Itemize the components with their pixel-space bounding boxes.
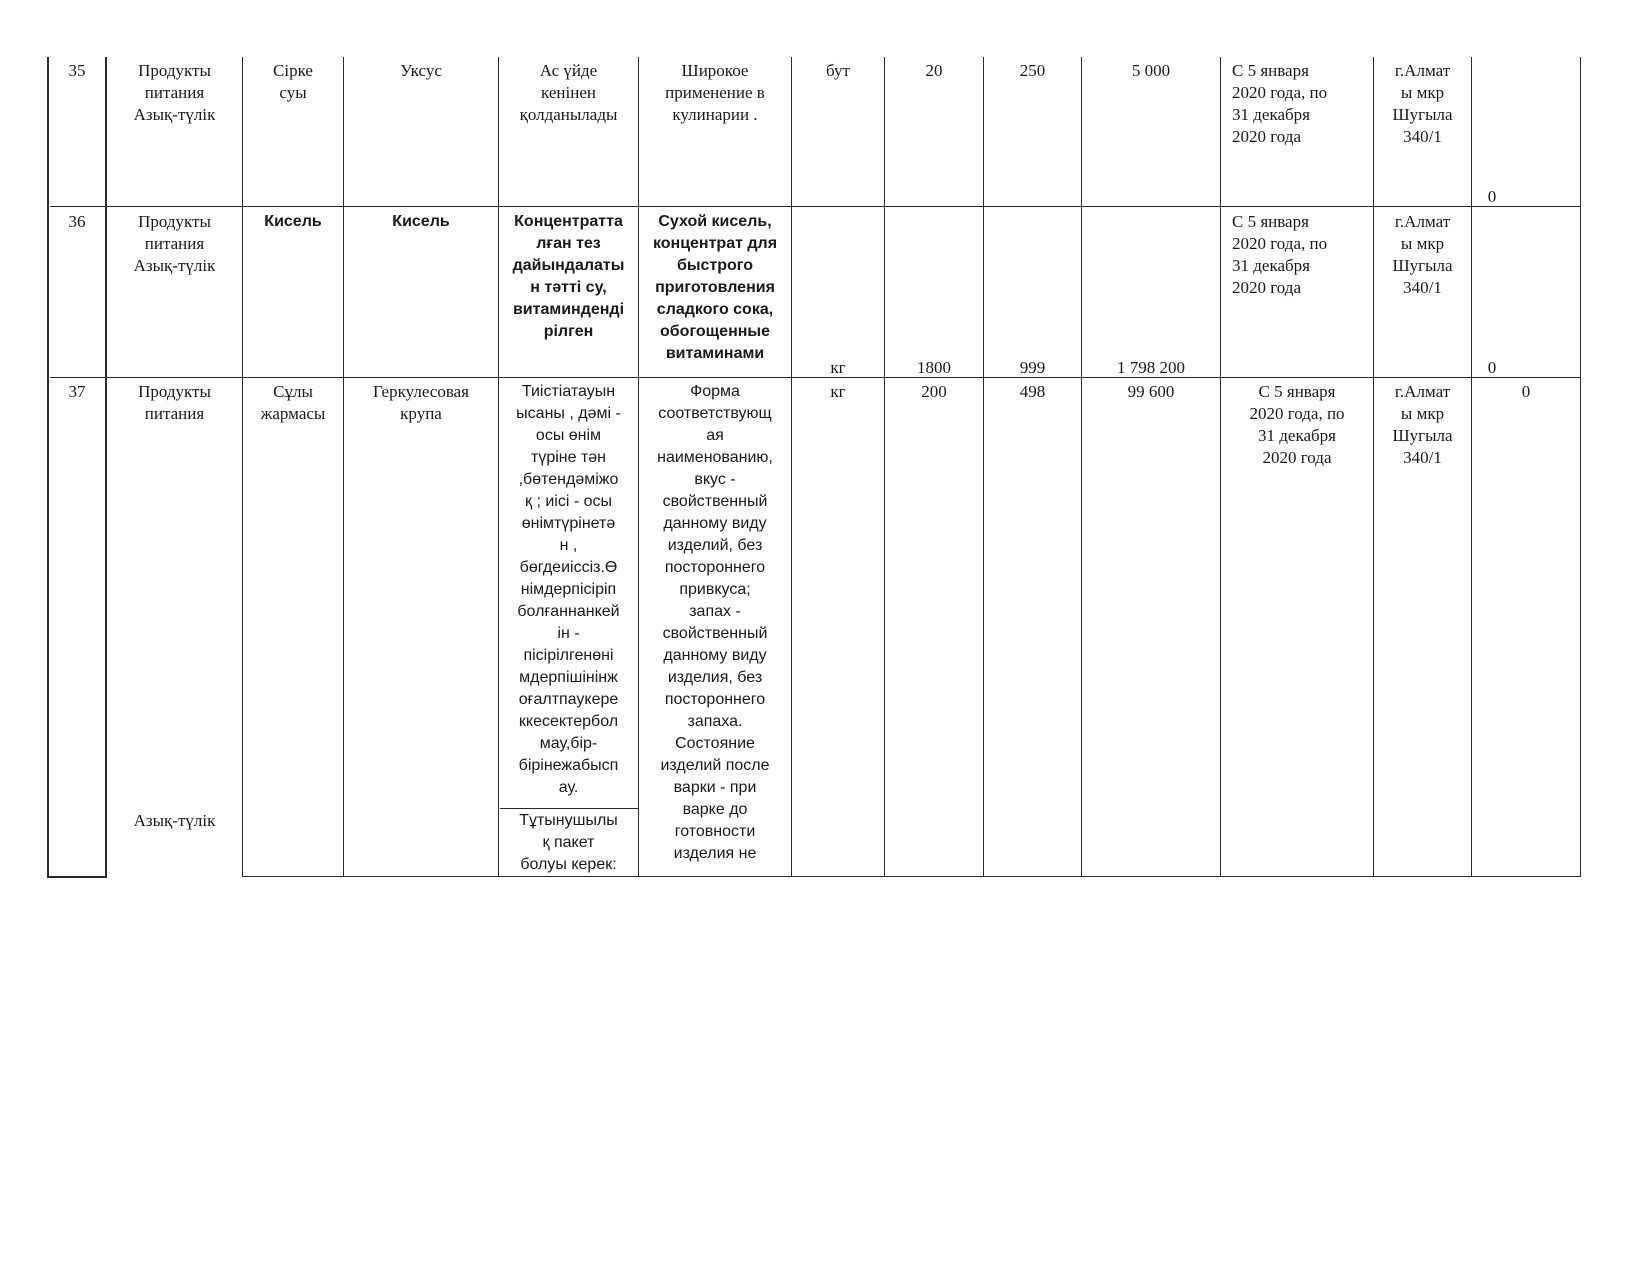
name-ru-cell: Уксус	[400, 61, 442, 80]
desc-ru-cell: Широкое применение в кулинарии .	[665, 61, 765, 124]
category-cell: Продукты питания	[138, 382, 211, 423]
quantity-cell: 200	[921, 382, 947, 401]
col-divider	[884, 57, 885, 877]
desc-kz-cell-continued: Тұтынушылы қ пакет болуы керек:	[519, 812, 618, 873]
col-divider	[1081, 57, 1082, 877]
name-ru-cell: Геркулесовая крупа	[372, 382, 469, 423]
unit-cell: кг	[830, 382, 846, 401]
row-divider	[50, 206, 1581, 207]
desc-kz-cell: Тиістіатауын ысаны , дәмі - осы өнім түріне тән ,бөтендәміжо қ ; иісі - осы өнімтүрінетә н , бөгдеиіссіз.Ө німдерпісіріп болғаннанкей ін - пісірілгенөні мдерпішінінж оғалтпаукере ккесектербол мау,бір- бірінежабысп ау.	[516, 383, 621, 796]
category-cell-bottom: Азық-түлік	[133, 811, 216, 830]
advance-cell: 0	[1487, 187, 1497, 206]
unit-cell: бут	[826, 61, 850, 80]
place-cell: г.Алмат ы мкр Шугыла 340/1	[1392, 212, 1453, 297]
col-divider	[105, 57, 107, 878]
col-divider	[343, 57, 344, 877]
col-divider	[1580, 57, 1581, 877]
unit-cell: кг	[830, 358, 846, 377]
advance-cell: 0	[1487, 358, 1497, 377]
desc-ru-cell: Форма соответствующ ая наименованию, вкус - свойственный данному виду изделий, без постороннего привкуса; запах - свойственный данному виду изделия, без постороннего запаха. Состояние изделий после варки - при варке до готовности изделия не	[657, 383, 773, 862]
desc-kz-cell: Концентратта лған тез дайындалаты н тәтті су, витаминденді рілген	[512, 213, 625, 340]
category-cell: Продукты питания Азық-түлік	[133, 212, 216, 275]
num-cell-bottom-border	[47, 876, 106, 878]
cell-sub-divider	[500, 808, 638, 809]
desc-kz-cell: Ас үйде кенінен қолданылады	[519, 61, 618, 124]
row-number: 35	[68, 61, 86, 80]
name-kz-cell: Сұлы жармасы	[260, 382, 326, 423]
row-number: 37	[68, 382, 86, 401]
name-ru-cell: Кисель	[392, 213, 450, 230]
col-divider	[242, 57, 243, 877]
col-divider	[791, 57, 792, 877]
place-cell: г.Алмат ы мкр Шугыла 340/1	[1392, 382, 1453, 467]
name-kz-cell: Кисель	[264, 213, 322, 230]
sum-cell: 99 600	[1127, 382, 1175, 401]
table-bottom-border	[242, 876, 1581, 877]
price-cell: 999	[1019, 358, 1046, 377]
col-divider	[47, 57, 49, 878]
term-cell: С 5 января 2020 года, по 31 декабря 2020 года	[1232, 61, 1328, 146]
price-cell: 498	[1019, 382, 1046, 401]
term-cell: С 5 января 2020 года, по 31 декабря 2020 года	[1249, 382, 1345, 467]
row-number: 36	[68, 212, 86, 231]
desc-ru-cell: Сухой кисель, концентрат для быстрого приготовления сладкого сока, обогощенные витаминами	[652, 213, 778, 362]
col-divider	[983, 57, 984, 877]
quantity-cell: 20	[925, 61, 943, 80]
category-cell: Продукты питания Азық-түлік	[133, 61, 216, 124]
term-cell: С 5 января 2020 года, по 31 декабря 2020 года	[1232, 212, 1328, 297]
quantity-cell: 1800	[917, 358, 951, 377]
place-cell: г.Алмат ы мкр Шугыла 340/1	[1392, 61, 1453, 146]
advance-cell: 0	[1521, 382, 1531, 401]
price-cell: 250	[1019, 61, 1046, 80]
sum-cell: 1 798 200	[1117, 358, 1185, 377]
col-divider	[1471, 57, 1472, 877]
name-kz-cell: Сірке суы	[273, 61, 313, 102]
sum-cell: 5 000	[1131, 61, 1171, 80]
